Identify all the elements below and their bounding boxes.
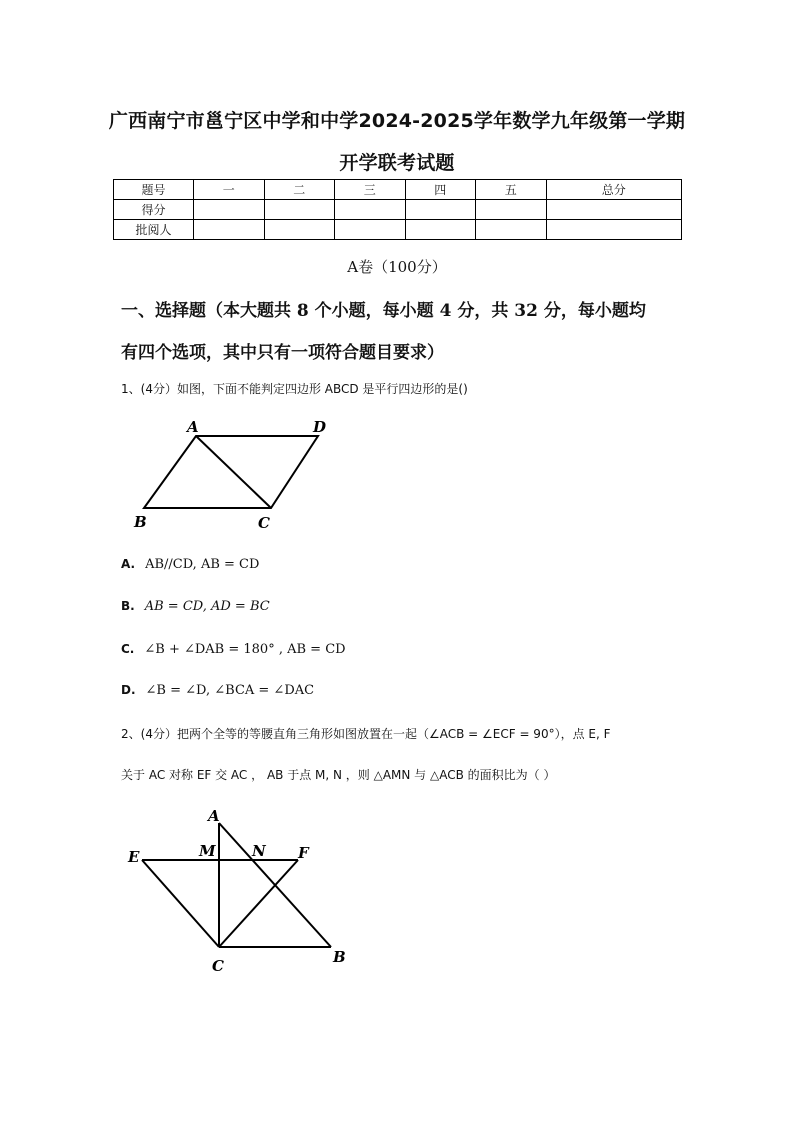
option-d-label: D.	[121, 683, 136, 697]
question2-line2: 关于 AC 对称 EF 交 AC ， AB 于点 M, N ，则 △AMN 与 △ACB 的面积比为（ ）	[121, 768, 556, 782]
score-cell	[264, 200, 335, 220]
label-c: C	[258, 514, 270, 532]
score-row-label: 批阅人	[114, 220, 194, 240]
option-d-text: ∠B = ∠D, ∠BCA = ∠DAC	[145, 683, 315, 698]
part1-heading-line2: 有四个选项，其中只有一项符合题目要求）	[121, 343, 444, 363]
label-c: C	[212, 957, 224, 975]
score-cell	[546, 200, 682, 220]
section-a-title: A卷（100分）	[347, 258, 447, 276]
document-title-line1: 广西南宁市邕宁区中学和中学2024-2025学年数学九年级第一学期	[108, 110, 686, 132]
label-e: E	[128, 848, 140, 866]
score-table-header-row	[114, 180, 682, 200]
option-b-text: AB = CD, AD = BC	[144, 599, 270, 614]
label-a: A	[187, 418, 199, 436]
score-cell	[405, 200, 476, 220]
score-cell	[335, 220, 406, 240]
option-d[interactable]	[121, 683, 314, 698]
label-b: B	[333, 948, 346, 966]
score-table-header-cell: 三	[335, 180, 406, 200]
option-c[interactable]	[121, 642, 346, 657]
score-cell	[476, 200, 547, 220]
score-table	[113, 179, 682, 240]
score-table-header-cell: 一	[194, 180, 265, 200]
label-b: B	[134, 513, 147, 531]
option-b[interactable]	[121, 599, 270, 614]
segment-ec	[142, 860, 219, 947]
question1-figure	[125, 410, 365, 540]
option-a-text: AB//CD, AB = CD	[145, 557, 260, 572]
option-a[interactable]	[121, 557, 259, 572]
score-table-header-cell: 四	[405, 180, 476, 200]
score-row-label: 得分	[114, 200, 194, 220]
score-table-row	[114, 220, 682, 240]
score-cell	[194, 220, 265, 240]
score-cell	[476, 220, 547, 240]
option-b-label: B.	[121, 599, 135, 613]
label-n: N	[252, 842, 266, 860]
score-cell	[264, 220, 335, 240]
score-cell	[335, 200, 406, 220]
document-title-line2: 开学联考试题	[339, 152, 455, 174]
score-cell	[194, 200, 265, 220]
question1-text: 1、(4分）如图，下面不能判定四边形 ABCD 是平行四边形的是()	[121, 382, 468, 396]
label-f: F	[298, 844, 309, 862]
part1-heading-line1: 一、选择题（本大题共 8 个小题，每小题 4 分，共 32 分，每小题均	[121, 301, 646, 321]
segment-fc	[219, 860, 298, 947]
score-table-header-cell: 五	[476, 180, 547, 200]
score-table-row	[114, 200, 682, 220]
diagonal-ac	[196, 436, 271, 508]
label-a: A	[208, 807, 220, 825]
score-cell	[405, 220, 476, 240]
label-d: D	[313, 418, 327, 436]
label-m: M	[199, 842, 216, 860]
option-c-label: C.	[121, 642, 135, 656]
score-table-header-cell: 二	[264, 180, 335, 200]
question2-figure	[120, 805, 360, 975]
question2-line1: 2、(4分）把两个全等的等腰直角三角形如图放置在一起（∠ACB = ∠ECF = 90°），点 E, F	[121, 727, 611, 741]
score-cell	[546, 220, 682, 240]
option-c-text: ∠B + ∠DAB = 180° , AB = CD	[144, 642, 346, 657]
parallelogram-abcd	[144, 436, 318, 508]
score-table-header-cell: 题号	[114, 180, 194, 200]
score-table-header-cell: 总分	[546, 180, 682, 200]
option-a-label: A.	[121, 557, 136, 571]
